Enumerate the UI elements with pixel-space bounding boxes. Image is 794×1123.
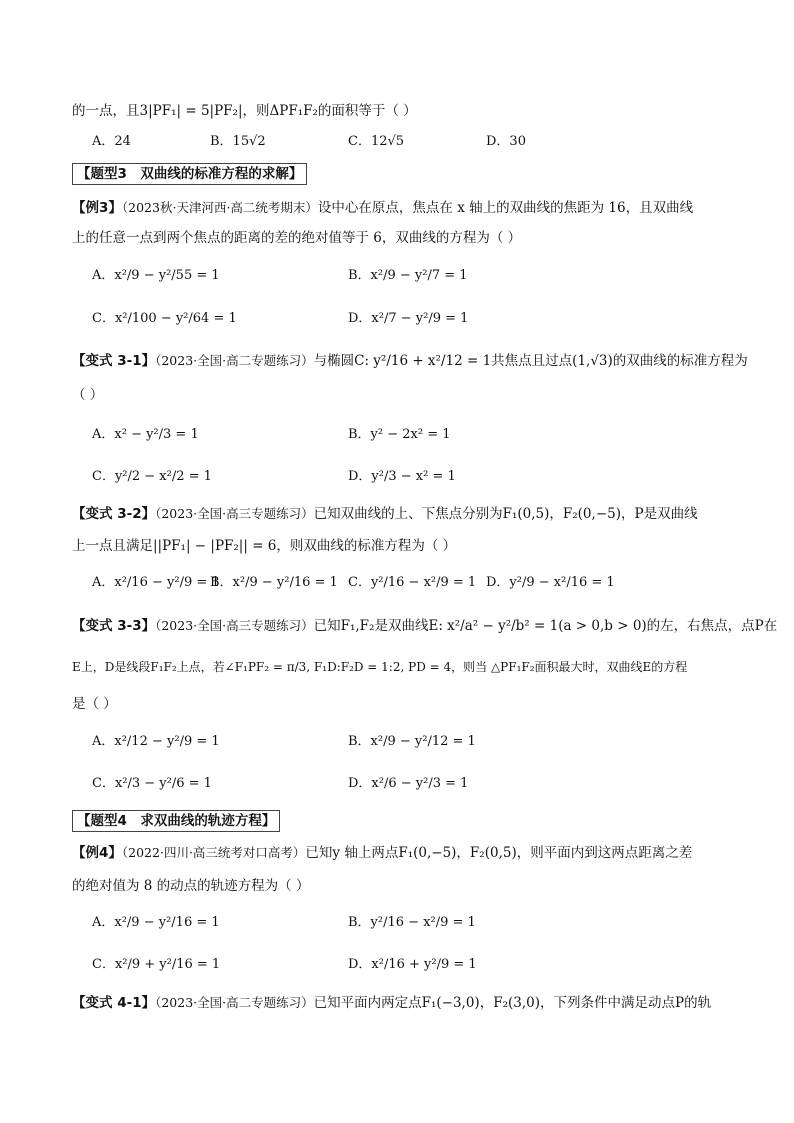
variant-3-2-line1 (72, 504, 698, 524)
variant-4-1-line1 (72, 993, 711, 1013)
option-b: B．x²/9 − y²/16 = 1 (210, 575, 338, 590)
variant-3-3-line3: 是（ ） (72, 696, 117, 712)
example-4-line1 (72, 843, 692, 863)
variant-source: （2023·全国·高二专题练习） (155, 353, 314, 368)
option-b: B．15√2 (210, 134, 266, 149)
example-source: （2022·四川·高三统考对口高考） (121, 845, 306, 860)
example-4-line2: 的绝对值为 8 的动点的轨迹方程为（ ） (72, 878, 310, 894)
example-source: （2023秋·天津河西·高二统考期末） (121, 200, 318, 215)
option-c: C．y²/2 − x²/2 = 1 (92, 469, 212, 484)
option-d: D．x²/16 + y²/9 = 1 (348, 957, 477, 972)
variant-source: （2023·全国·高二专题练习） (155, 995, 314, 1010)
section-header-type3: 【题型3 双曲线的标准方程的求解】 (72, 163, 307, 185)
variant-tag: 【变式 3-3】 (72, 618, 156, 634)
option-c: C．12√5 (348, 134, 405, 149)
variant-source: （2023·全国·高三专题练习） (155, 618, 314, 633)
variant-3-1-line1 (72, 351, 748, 371)
variant-3-3-line1 (72, 616, 777, 636)
option-d: D．y²/3 − x² = 1 (348, 469, 456, 484)
example-3-line2: 上的任意一点到两个焦点的距离的差的绝对值等于 6，双曲线的方程为（ ） (72, 230, 522, 246)
variant-tag: 【变式 4-1】 (72, 995, 156, 1011)
option-d: D．x²/7 − y²/9 = 1 (348, 311, 469, 326)
example-text: 已知y 轴上两点F₁(0,−5)，F₂(0,5)，则平面内到这两点距离之差 (305, 845, 693, 861)
variant-3-3-line2: E上，D是线段F₁F₂上点，若∠F₁PF₂ = π/3, F₁D:F₂D = 1:2, PD = 4，则当 △PF₁F₂面积最大时，双曲线E的方程 (72, 660, 688, 674)
variant-tag: 【变式 3-1】 (72, 353, 156, 369)
option-c: C．x²/100 − y²/64 = 1 (92, 311, 237, 326)
variant-text: 已知F₁,F₂是双曲线E: x²/a² − y²/b² = 1(a > 0,b > 0)的左，右焦点，点P在 (313, 618, 778, 634)
example-tag: 【例4】 (72, 845, 122, 861)
variant-text: 已知双曲线的上、下焦点分别为F₁(0,5)，F₂(0,−5)，P是双曲线 (313, 506, 698, 522)
option-b: B．y²/16 − x²/9 = 1 (348, 915, 476, 930)
option-a: A．x²/16 − y²/9 = 1 (92, 575, 220, 590)
option-a: A．24 (92, 134, 131, 149)
example-3-line1 (72, 198, 693, 218)
variant-text: 已知平面内两定点F₁(−3,0)，F₂(3,0)，下列条件中满足动点P的轨 (313, 995, 712, 1011)
option-a: A．x²/9 − y²/16 = 1 (92, 915, 220, 930)
option-c: C．y²/16 − x²/9 = 1 (348, 575, 477, 590)
option-a: A．x² − y²/3 = 1 (92, 427, 199, 442)
example-text: 设中心在原点，焦点在 x 轴上的双曲线的焦距为 16，且双曲线 (317, 200, 694, 216)
option-b: B．x²/9 − y²/12 = 1 (348, 734, 476, 749)
variant-source: （2023·全国·高三专题练习） (155, 506, 314, 521)
option-c: C．x²/3 − y²/6 = 1 (92, 776, 212, 791)
section-header-type4: 【题型4 求双曲线的轨迹方程】 (72, 810, 280, 832)
question-text: 的一点，且3|PF₁| = 5|PF₂|，则ΔPF₁F₂的面积等于（ ） (72, 103, 417, 119)
variant-tag: 【变式 3-2】 (72, 506, 156, 522)
option-d: D．30 (486, 134, 526, 149)
example-tag: 【例3】 (72, 200, 122, 216)
option-b: B．y² − 2x² = 1 (348, 427, 451, 442)
option-b: B．x²/9 − y²/7 = 1 (348, 268, 468, 283)
option-d: D．y²/9 − x²/16 = 1 (486, 575, 615, 590)
variant-3-2-line2: 上一点且满足||PF₁| − |PF₂|| = 6，则双曲线的标准方程为（ ） (72, 538, 457, 554)
option-d: D．x²/6 − y²/3 = 1 (348, 776, 469, 791)
variant-3-1-line2: （ ） (72, 387, 104, 403)
option-c: C．x²/9 + y²/16 = 1 (92, 957, 221, 972)
option-a: A．x²/12 − y²/9 = 1 (92, 734, 220, 749)
option-a: A．x²/9 − y²/55 = 1 (92, 268, 220, 283)
variant-text: 与椭圆C: y²/16 + x²/12 = 1共焦点且过点(1,√3)的双曲线的标准方程为 (313, 353, 748, 369)
